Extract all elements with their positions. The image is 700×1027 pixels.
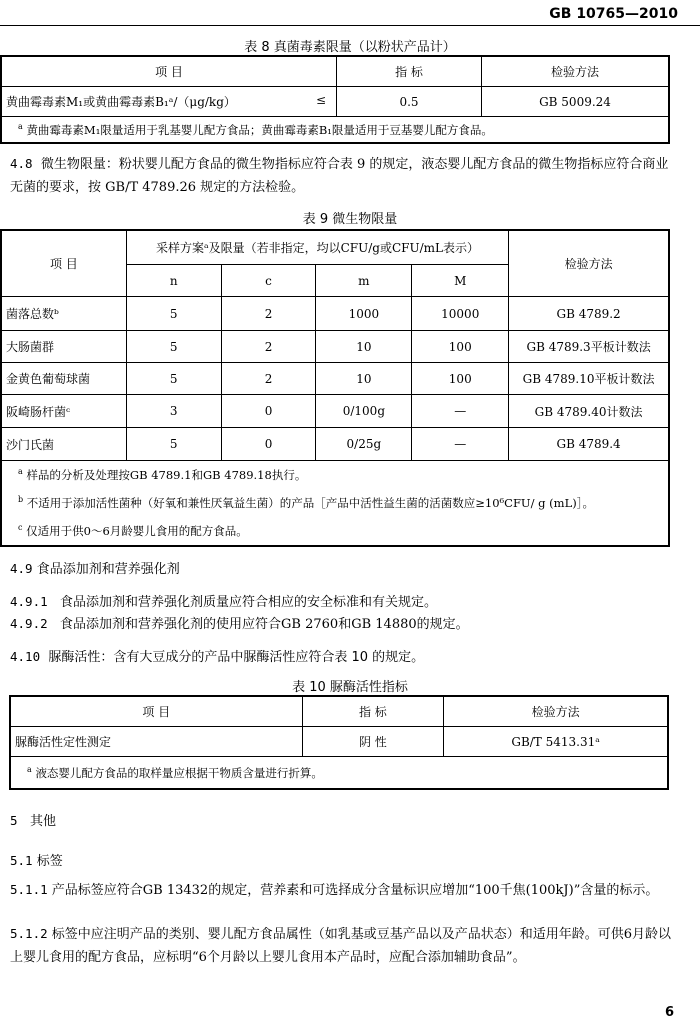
table8-row-item: 黄曲霉毒素M₁或黄曲霉毒素B₁ᵃ/（μg/kg） ≤: [2, 87, 337, 117]
section-5-1-2: 5.1.2 标签中应注明产品的类别、婴儿配方食品属性（如乳基或豆基产品以及产品状态）和适用年龄。可供6月龄以上婴儿食用的配方食品，应标明“6个月龄以上婴儿食用本产品时，应配合添加辅助食品”。: [10, 926, 672, 965]
table9: [1, 230, 669, 546]
table9-cell-n: 5: [126, 363, 221, 395]
table10: [10, 696, 668, 789]
table8-row-cmp: ≤: [315, 93, 326, 107]
table10-header-item: 项 目: [11, 697, 303, 727]
table9-note-a: $^a$ 样品的分析及处理按GB 4789.1和GB 4789.18执行。: [18, 467, 307, 482]
table9-cell-item: 金黄色葡萄球菌: [2, 363, 127, 395]
table8-caption: 表 8 真菌毒素限量（以粉状产品计）: [244, 40, 456, 55]
table9-header-item: 项 目: [2, 231, 127, 297]
table-row: [2, 428, 669, 461]
table9-cell-M: —: [412, 428, 509, 461]
section-4-9-1: 4.9.1 食品添加剂和营养强化剂质量应符合相应的安全标准和有关规定。: [10, 594, 438, 610]
table9-cell-item: 菌落总数ᵇ: [2, 297, 127, 331]
table8-row-method: GB 5009.24: [482, 87, 669, 117]
table9-cell-M: 10000: [412, 297, 509, 331]
table9-subheader-c: c: [221, 265, 316, 297]
header-rule: [0, 25, 700, 26]
table8-header-index: 指 标: [337, 57, 482, 87]
table9-cell-m: 1000: [316, 297, 412, 331]
section-4-9-heading: 4.9 食品添加剂和营养强化剂: [10, 561, 180, 577]
table10-row-value: 阴 性: [302, 727, 444, 757]
table-row: [2, 297, 669, 331]
table8: [1, 56, 669, 143]
table10-caption: 表 10 脲酶活性指标: [292, 680, 408, 695]
table9-cell-m: 0/25g: [316, 428, 412, 461]
table9-cell-method: GB 4789.10平板计数法: [509, 363, 669, 395]
table9-cell-method: GB 4789.3平板计数法: [509, 331, 669, 363]
table9-cell-method: GB 4789.4: [509, 428, 669, 461]
table9-cell-m: 10: [316, 363, 412, 395]
table9-cell-m: 0/100g: [316, 395, 412, 428]
table8-header-method: 检验方法: [482, 57, 669, 87]
table9-cell-c: 0: [221, 428, 316, 461]
table9-subheader-n: n: [126, 265, 221, 297]
table9-cell-c: 0: [221, 395, 316, 428]
table9-subheader-M: M: [412, 265, 509, 297]
standard-code: GB 10765—2010: [549, 6, 678, 22]
table9-cell-n: 5: [126, 428, 221, 461]
table9-cell-n: 3: [126, 395, 221, 428]
table9-cell-item: 大肠菌群: [2, 331, 127, 363]
section-5-1-heading: 5.1 标签: [10, 853, 63, 869]
section-5-1-1: 5.1.1 产品标签应符合GB 13432的规定，营养素和可选择成分含量标识应增加“100千焦(100kJ)”含量的标示。: [10, 882, 659, 898]
section-4-9-2: 4.9.2 食品添加剂和营养强化剂的使用应符合GB 2760和GB 14880的规定。: [10, 616, 469, 632]
table9-cell-n: 5: [126, 297, 221, 331]
table8-note: $^a$ 黄曲霉毒素M₁限量适用于乳基婴儿配方食品；黄曲霉毒素B₁限量适用于豆基婴儿配方食品。: [2, 117, 669, 143]
section-4-8: 4.8 微生物限量：粉状婴儿配方食品的微生物指标应符合表 9 的规定，液态婴儿配方食品的微生物指标应符合商业无菌的要求，按 GB/T 4789.26 规定的方法检验。: [10, 156, 669, 195]
table9-header-plan: 采样方案ᵃ及限量（若非指定，均以CFU/g或CFU/mL表示）: [126, 231, 508, 265]
table9-cell-method: GB 4789.40计数法: [509, 395, 669, 428]
table9-subheader-m: m: [316, 265, 412, 297]
table9-cell-n: 5: [126, 331, 221, 363]
table-row: [2, 395, 669, 428]
page-number: 6: [664, 1005, 674, 1020]
table9-cell-M: 100: [412, 363, 509, 395]
table10-header-method: 检验方法: [444, 697, 668, 727]
table9-cell-m: 10: [316, 331, 412, 363]
table8-header-item: 项 目: [2, 57, 337, 87]
table9-cell-M: —: [412, 395, 509, 428]
table9-note-c: $^c$ 仅适用于供0～6月龄婴儿食用的配方食品。: [18, 523, 248, 538]
table9-cell-c: 2: [221, 331, 316, 363]
table9-caption: 表 9 微生物限量: [302, 212, 398, 227]
table9-header-method: 检验方法: [509, 231, 669, 297]
table9-cell-M: 100: [412, 331, 509, 363]
table-row: [2, 363, 669, 395]
table-row: [2, 331, 669, 363]
table9-cell-item: 阪崎肠杆菌ᶜ: [2, 395, 127, 428]
table9-cell-item: 沙门氏菌: [2, 428, 127, 461]
table9-notes: [2, 461, 669, 546]
table9-cell-method: GB 4789.2: [509, 297, 669, 331]
table9-note-b: $^b$ 不适用于添加活性菌种（好氧和兼性厌氧益生菌）的产品［产品中活性益生菌的活菌数应≥10⁶CFU/ g (mL)］。: [18, 495, 594, 510]
table10-header-index: 指 标: [302, 697, 444, 727]
section-4-10: 4.10 脲酶活性：含有大豆成分的产品中脲酶活性应符合表 10 的规定。: [10, 649, 425, 665]
table10-note: $^a$ 液态婴儿配方食品的取样量应根据干物质含量进行折算。: [11, 757, 668, 789]
table9-cell-c: 2: [221, 363, 316, 395]
table10-row-method: GB/T 5413.31ᵃ: [444, 727, 668, 757]
section-5-heading: 5 其他: [10, 813, 56, 829]
table10-row-item: 脲酶活性定性测定: [11, 727, 303, 757]
table9-cell-c: 2: [221, 297, 316, 331]
table8-row-value: 0.5: [337, 87, 482, 117]
